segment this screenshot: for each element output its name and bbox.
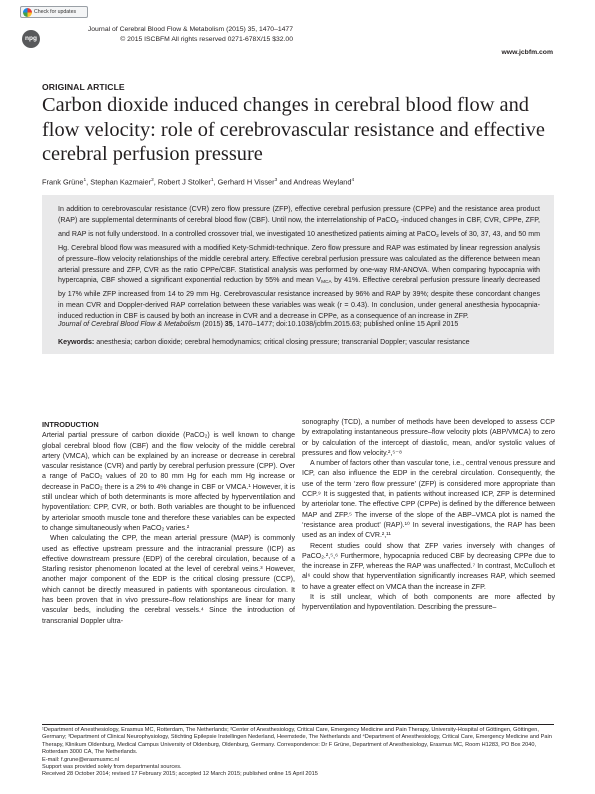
author-affiliation: 4 [351,178,355,183]
author-affiliation: 3 [274,178,278,183]
abstract-citation [58,320,540,329]
author-name: Robert J Stolker [157,177,211,187]
body-paragraph: Recent studies could show that ZFP varies inversely with changes of PaCO₂.²,⁵,⁶ Furthermore, hypocapnia reduced CBF by decreasing CPPe due to the increase in ZFP, whereas the RAP was unaffected.⁷ In contrast, McCulloch et al⁶ could show that hyperventilation significantly increases RAP, which seemed to have a greater effect on VMCA than the increase in ZFP. [302,542,555,591]
article-type: ORIGINAL ARTICLE [42,82,125,92]
keywords-label: Keywords: [58,338,95,346]
journal-header [0,25,293,44]
npg-logo: npg [22,30,40,48]
footnotes [42,727,554,779]
copyright-line: © 2015 ISCBFM All rights reserved 0271-678X/15 $32.00 [120,35,293,43]
author-affiliation: 2 [151,178,154,183]
footnote-divider [42,724,554,725]
citation-year: (2015) [200,320,225,328]
author-name: Andreas Weyland [293,177,352,187]
author-list: Frank Grüne$^1$, Stephan Kazmaier$^2$, Robert J Stolker$^1$, Gerhard H Visser$^3$ and Andreas Weyland$^4$ [42,177,355,187]
body-paragraph: A number of factors other than vascular tone, i.e., central venous pressure and ICP, can also influence the EDP in the cerebral circulation. Consequently, the use of the term ‘zero flow pressure’ (ZFP) is considered more appropriate than CCP.⁹ It is suggested that, in patients without increased ICP, ZFP is determined by arteriolar tone. The effective CPP (CPPe) is defined by the difference between MAP and ZFP.⁵ The inverse of the slope of the ABP–VMCA plot is named the ‘resistance area product’ (RAP).¹⁰ In several investigations, the RAP has been used as an index of CVR.²,¹¹ [302,460,555,540]
abstract-part: levels of 30, 37, 43, and 50 mm Hg. Cerebral blood flow was measured with a modified Kety-Schmidt-technique. Zero flow pressure and RAP was estimated by linear regression analysis of pressure–flow velocity relationships of the middle cerebral artery. Effective cerebral perfusion pressure was calculated as the difference between mean arterial pressure and ZFP, CVR as the ratio CPPe/CBF. Statistical analysis was performed by one-way RM-ANOVA. When comparing hypocapnia with hypercapnia, CBF showed a significant exponential reduction by 55% and mean V [58,229,541,285]
author-name: Frank Grüne [42,177,84,187]
abstract-subscript: 2 [436,233,439,239]
journal-url-link[interactable]: www.jcbfm.com [501,49,553,56]
citation-doi[interactable]: , 1470–1477; doi:10.1038/jcbfm.2015.63; published online 15 April 2015 [232,320,459,328]
abstract-part: In addition to cerebrovascular resistance (CVR) zero flow pressure (ZFP), effective cerebral perfusion pressure (CPPe) and the resistance area product (RAP) are supplemental determinants of cerebral blood flow (CBF). Until now, the interrelationship of PaCO [58,205,540,224]
keywords [58,338,540,347]
crossmark-icon [23,8,32,17]
author-name: Stephan Kazmaier [90,177,152,187]
section-heading-introduction: INTRODUCTION [42,420,99,429]
article-title: Carbon dioxide induced changes in cerebral blood flow and flow velocity: role of cerebrovascular resistance and effective cerebral perfusion pressure [42,94,545,165]
abstract-subscript: 2 [396,219,399,225]
abstract-subscript: MCA [321,280,332,286]
check-for-updates-label: Check for updates [34,9,77,15]
dates-footnote: Received 28 October 2014; revised 17 February 2015; accepted 12 March 2015; published online 15 April 2015 [42,771,318,778]
body-paragraph: When calculating the CPP, the mean arterial pressure (MAP) is commonly used as effective upstream pressure and the intracranial pressure (ICP) as effective downstream pressure (EDP) of the cerebral circulation, because of a Starling resistor phenomenon located at the level of cerebral veins.³ However, another major component of the EDP is the critical closing pressure (CCP), which cannot be directly measured in patients with spontaneous circulation. It has been proven that in vivo pressure–flow relationships are linear for many vascular beds, including the cerebral vessels.⁴ Since the introduction of transcranial Doppler ultra- [42,535,295,625]
abstract-part: by 41%. Effective cerebral perfusion pressure linearly decreased by 17% while ZFP increased from 14 to 29 mm Hg. Cerebrovascular resistance increased by 96% and RAP by 39%; despite these concordant changes in mean CVR and Doppler-derived RAP correlation between these variables was weak (r = 0.43). In conclusion, under general anesthesia hypocapnia-induced reduction in CBF is caused by both an increase in CVR and a decrease in CPPe, as a consequence of an increase in ZFP. [58,276,540,321]
support-footnote: Support was provided solely from departmental sources. [42,764,182,771]
author-name: Gerhard H Visser [217,177,275,187]
body-paragraph: It is still unclear, which of both components are more affected by hyperventilation and hypoventilation. Describing the pressure– [302,594,555,612]
body-column-left [42,420,295,627]
author-affiliation: 1 [210,178,214,183]
author-affiliation: 1 [83,178,87,183]
email-footnote[interactable]: E-mail: f.grune@erasmusmc.nl [42,756,119,763]
citation-volume: 35 [224,320,233,328]
body-paragraph: sonography (TCD), a number of methods have been developed to assess CCP by extrapolating instantaneous pressure–flow velocity plots (ABP/VMCA) to zero or by calculation of the intercept of diastolic, mean, and/or systolic values of pressures and flow velocity.²,⁵⁻⁸ [302,419,555,457]
affiliations-footnote: ¹Department of Anesthesiology, Erasmus MC, Rotterdam, The Netherlands; ²Center of Anesthesiology, Critical Care, Emergency Medicine and Pain Therapy, University-Hospital of Göttingen, Göttingen, Germany; ³Department of Clinical Neurophysiology, Stichting Epilepsie Instellingen Nederland, Heemstede, The Netherlands and ⁴Department of Anesthesiology, Critical Care, Emergency Medicine and Pain Therapy, Klinikum Oldenburg, Medical Campus University of Oldenburg, Oldenburg, Germany. Correspondence: Dr F Grüne, Department of Anesthesiology, Erasmus MC, Room H1283, PO Box 2040, Rotterdam 3000 CA, The Netherlands. [42,727,552,756]
journal-citation-line: Journal of Cerebral Blood Flow & Metabolism (2015) 35, 1470–1477 [87,26,293,33]
check-for-updates-badge[interactable] [20,6,88,18]
body-paragraph: Arterial partial pressure of carbon dioxide (PaCO₂) is well known to change global cerebral blood flow (CBF) and the flow velocity of the middle cerebral artery (VMCA), which can be explained by an increase or decrease in cerebral vascular resistance (CVR) and partly by cerebral perfusion pressure (CPP). Over a range of PaCO₂ values of 20 to 80 mm Hg for each mm Hg increase or decrease in PaCO₂ there is a 2% to 4% change in CBF or VMCA.¹ However, it is still unclear which of both determinants is more affected by hyperventilation and hypoventilation: CPP, CVR, or both. Both variables are thought to be influenced by arteriolar smooth muscle tone and therefore these variables can be expected to change simultaneously when PaCO₂ varies.² [42,432,295,532]
citation-journal: Journal of Cerebral Blood Flow & Metabolism [58,320,201,328]
abstract-text [58,204,540,322]
abstract-part: -induced changes in CBF, CVR, CPPe, ZFP, and RAP is not fully understood. In a controlled crossover trial, we investigated 10 anesthetized patients aiming at PaCO [58,215,541,238]
keywords-list: anesthesia; carbon dioxide; cerebral hemodynamics; critical closing pressure; transcranial Doppler; vascular resistance [94,338,470,346]
body-column-right [302,418,555,614]
